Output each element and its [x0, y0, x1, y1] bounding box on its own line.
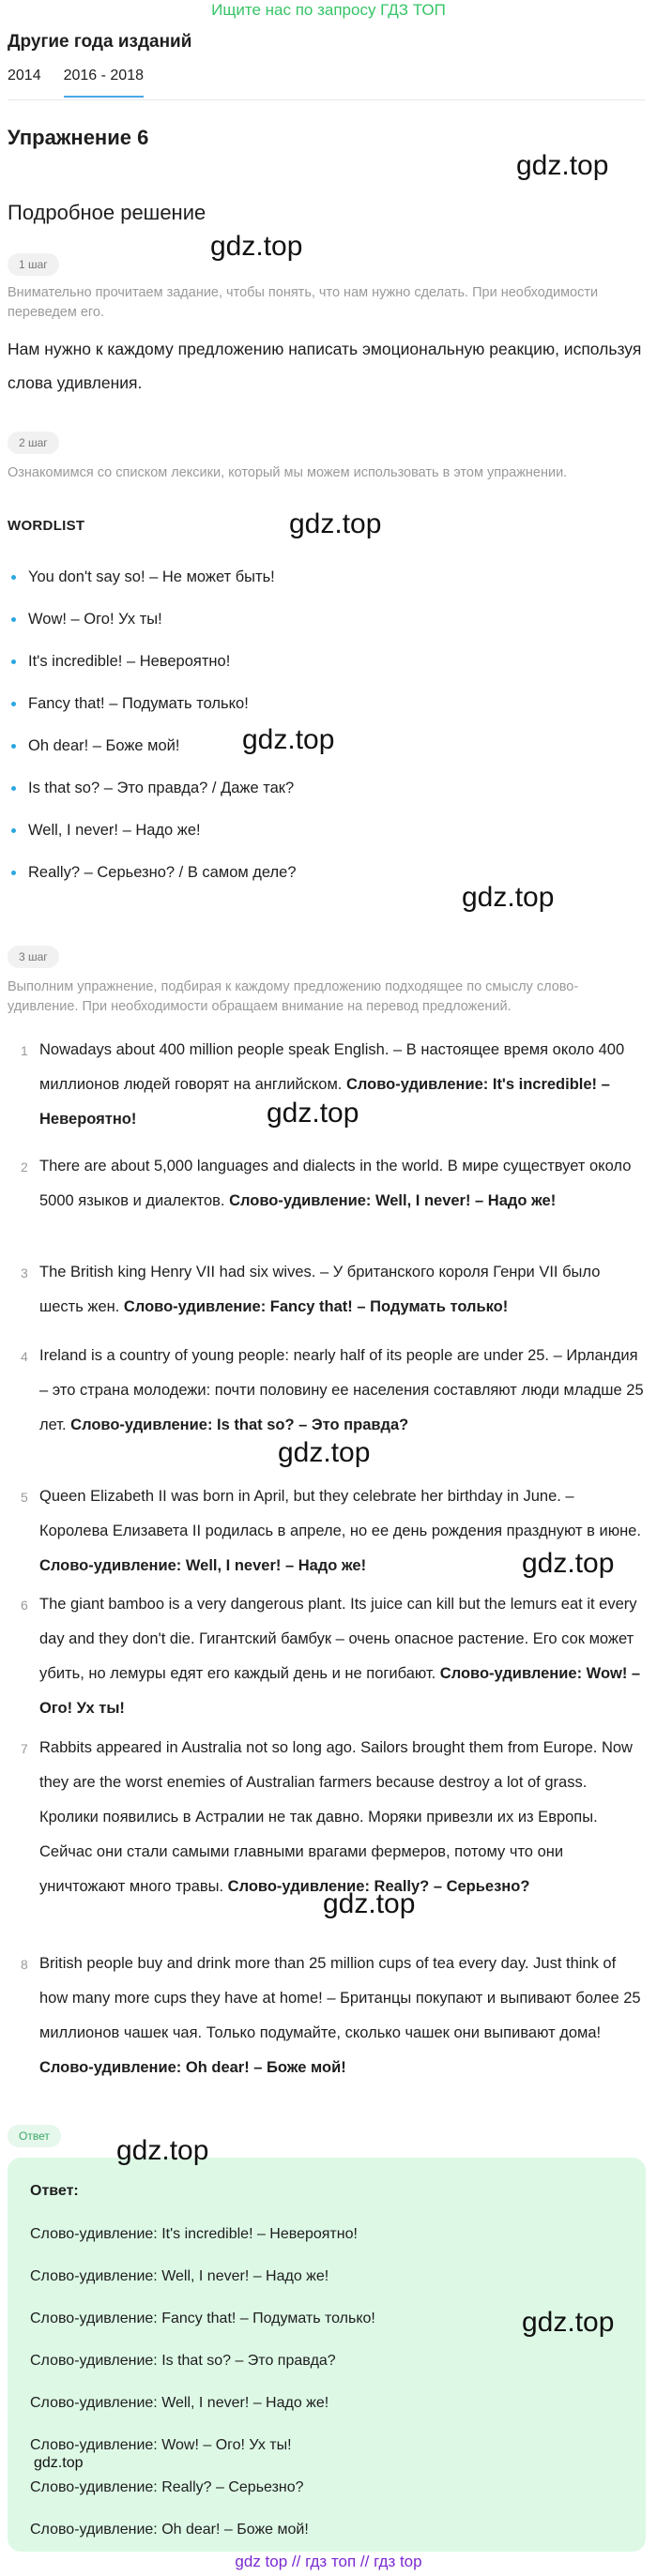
answer-line: Слово-удивление: Well, I never! – Надо же!: [30, 2268, 329, 2284]
wordlist-item: Really? – Серьезно? / В самом деле?: [28, 862, 297, 883]
task-number: 7: [21, 1741, 28, 1756]
task-item: Ireland is a country of young people: nearly half of its people are under 25. – Ирландия – это страна молодежи: почти половину ее населения составляют люди младше 25 лет. Слово-удивление: Is that so? – Это правда?: [39, 1347, 644, 1433]
task-item: Queen Elizabeth II was born in April, but they celebrate her birthday in June. – Королева Елизавета II родилась в апреле, но ее день рождения празднуют в июне. Слово-удивление: Well, I never! – Надо же!: [39, 1488, 641, 1574]
watermark: gdz.top: [516, 150, 609, 181]
answer-line: Слово-удивление: Really? – Серьезно?: [30, 2479, 304, 2495]
step-1-text: Нам нужно к каждому предложению написать эмоциональную реакцию, используя слова удивления.: [8, 340, 642, 392]
exercise-title: Упражнение 6: [8, 126, 149, 149]
watermark: gdz.top: [242, 724, 335, 755]
wordlist-item: Wow! – Ого! Ух ты!: [28, 609, 162, 629]
bullet-icon: [11, 659, 16, 664]
watermark: gdz.top: [210, 231, 303, 262]
watermark: gdz.top: [267, 1098, 359, 1129]
task-number: 8: [21, 1957, 28, 1972]
answer-line: Слово-удивление: Oh dear! – Боже мой!: [30, 2522, 309, 2538]
bullet-icon: [11, 617, 16, 622]
watermark: gdz.top: [34, 2455, 84, 2471]
divider: [8, 99, 646, 100]
task-item: British people buy and drink more than 25 million cups of tea every day. Just think of how many more cups they have at home! – Британцы покупают и выпивают более 25 миллионов чашек чая. Только подумайте, сколько чашек они выпивают дома! Слово-удивление: Oh dear! – Боже мой!: [39, 1955, 641, 2076]
wordlist-item: You don't say so! – Не может быть!: [28, 567, 275, 587]
wordlist-item: Is that so? – Это правда? / Даже так?: [28, 778, 294, 798]
task-item: There are about 5,000 languages and dialects in the world. В мире существует около 5000 языков и диалектов. Слово-удивление: Well, I never! – Надо же!: [39, 1158, 632, 1209]
watermark: gdz.top: [278, 1437, 371, 1468]
step-1-badge: 1 шаг: [8, 253, 59, 276]
bullet-icon: [11, 828, 16, 833]
task-item: Nowadays about 400 million people speak English. – В настоящее время около 400 миллионов людей говорят на английском. Слово-удивление: It's incredible! – Невероятно!: [39, 1041, 625, 1128]
task-number: 1: [21, 1043, 28, 1058]
task-item: Rabbits appeared in Australia not so long ago. Sailors brought them from Europe. Now they are the worst enemies of Australian farmers because destroy a lot of grass. Кролики появились в Астралии не так давно. Моряки привезли их из Европы. Сейчас они стали самыми главными врагами фермеров, потому что они уничтожают много травы. Слово-удивление: Really? – Серьезно?: [39, 1739, 633, 1895]
year-tab-2014[interactable]: 2014: [8, 68, 41, 83]
watermark: gdz.top: [522, 1548, 615, 1579]
step-3-badge: 3 шаг: [8, 946, 59, 968]
answer-line: Слово-удивление: Well, I never! – Надо же!: [30, 2395, 329, 2411]
task-number: 4: [21, 1349, 28, 1364]
bullet-icon: [11, 786, 16, 791]
year-tab-2016-2018[interactable]: 2016 - 2018: [64, 68, 144, 98]
answer-line: Слово-удивление: Fancy that! – Подумать только!: [30, 2311, 375, 2326]
bullet-icon: [11, 575, 16, 580]
answer-badge: Ответ: [8, 2125, 61, 2147]
task-number: 3: [21, 1265, 28, 1280]
watermark: gdz.top: [522, 2307, 615, 2338]
step-1-hint: Внимательно прочитаем задание, чтобы понять, что нам нужно сделать. При необходимости переведем его.: [8, 285, 599, 320]
section-title: Подробное решение: [8, 201, 206, 224]
bullet-icon: [11, 702, 16, 706]
step-3-hint: Выполним упражнение, подбирая к каждому предложению подходящее по смыслу слово-удивление. При необходимости обращаем внимание на перевод предложений.: [8, 979, 579, 1014]
watermark: gdz.top: [116, 2135, 209, 2166]
answer-label: Ответ:: [30, 2183, 79, 2199]
years-tabs: [8, 68, 144, 98]
search-banner: Ищите нас по запросу ГДЗ ТОП: [211, 1, 446, 19]
wordlist-item: Well, I never! – Надо же!: [28, 820, 201, 841]
answer-line: Слово-удивление: Is that so? – Это правда?: [30, 2353, 336, 2369]
task-number: 6: [21, 1598, 28, 1613]
wordlist-item: It's incredible! – Невероятно!: [28, 651, 230, 672]
step-2-hint: Ознакомимся со списком лексики, который мы можем использовать в этом упражнении.: [8, 465, 568, 480]
answer-line: Слово-удивление: Wow! – Ого! Ух ты!: [30, 2437, 292, 2453]
wordlist-title: WORDLIST: [8, 518, 85, 534]
watermark: gdz.top: [323, 1888, 416, 1919]
bullet-icon: [11, 871, 16, 875]
step-2-badge: 2 шаг: [8, 432, 59, 454]
task-item: The giant bamboo is a very dangerous plant. Its juice can kill but the lemurs eat it every day and they don't die. Гигантский бамбук – очень опасное растение. Его сок может убить, но лемуры едят его каждый день и не погибают. Слово-удивление: Wow! – Ого! Ух ты!: [39, 1596, 641, 1717]
wordlist-item: Oh dear! – Боже мой!: [28, 735, 180, 756]
watermark: gdz.top: [289, 508, 382, 539]
other-years-title: Другие года изданий: [8, 32, 192, 52]
footer-links[interactable]: gdz top // гдз топ // гдз top: [235, 2553, 422, 2570]
wordlist-item: Fancy that! – Подумать только!: [28, 693, 249, 714]
watermark: gdz.top: [462, 882, 555, 913]
task-number: 2: [21, 1159, 28, 1174]
task-item: The British king Henry VII had six wives. – У британского короля Генри VII было шесть жен. Слово-удивление: Fancy that! – Подумать только!: [39, 1264, 601, 1315]
bullet-icon: [11, 744, 16, 749]
answer-line: Слово-удивление: It's incredible! – Невероятно!: [30, 2226, 358, 2242]
task-number: 5: [21, 1490, 28, 1505]
